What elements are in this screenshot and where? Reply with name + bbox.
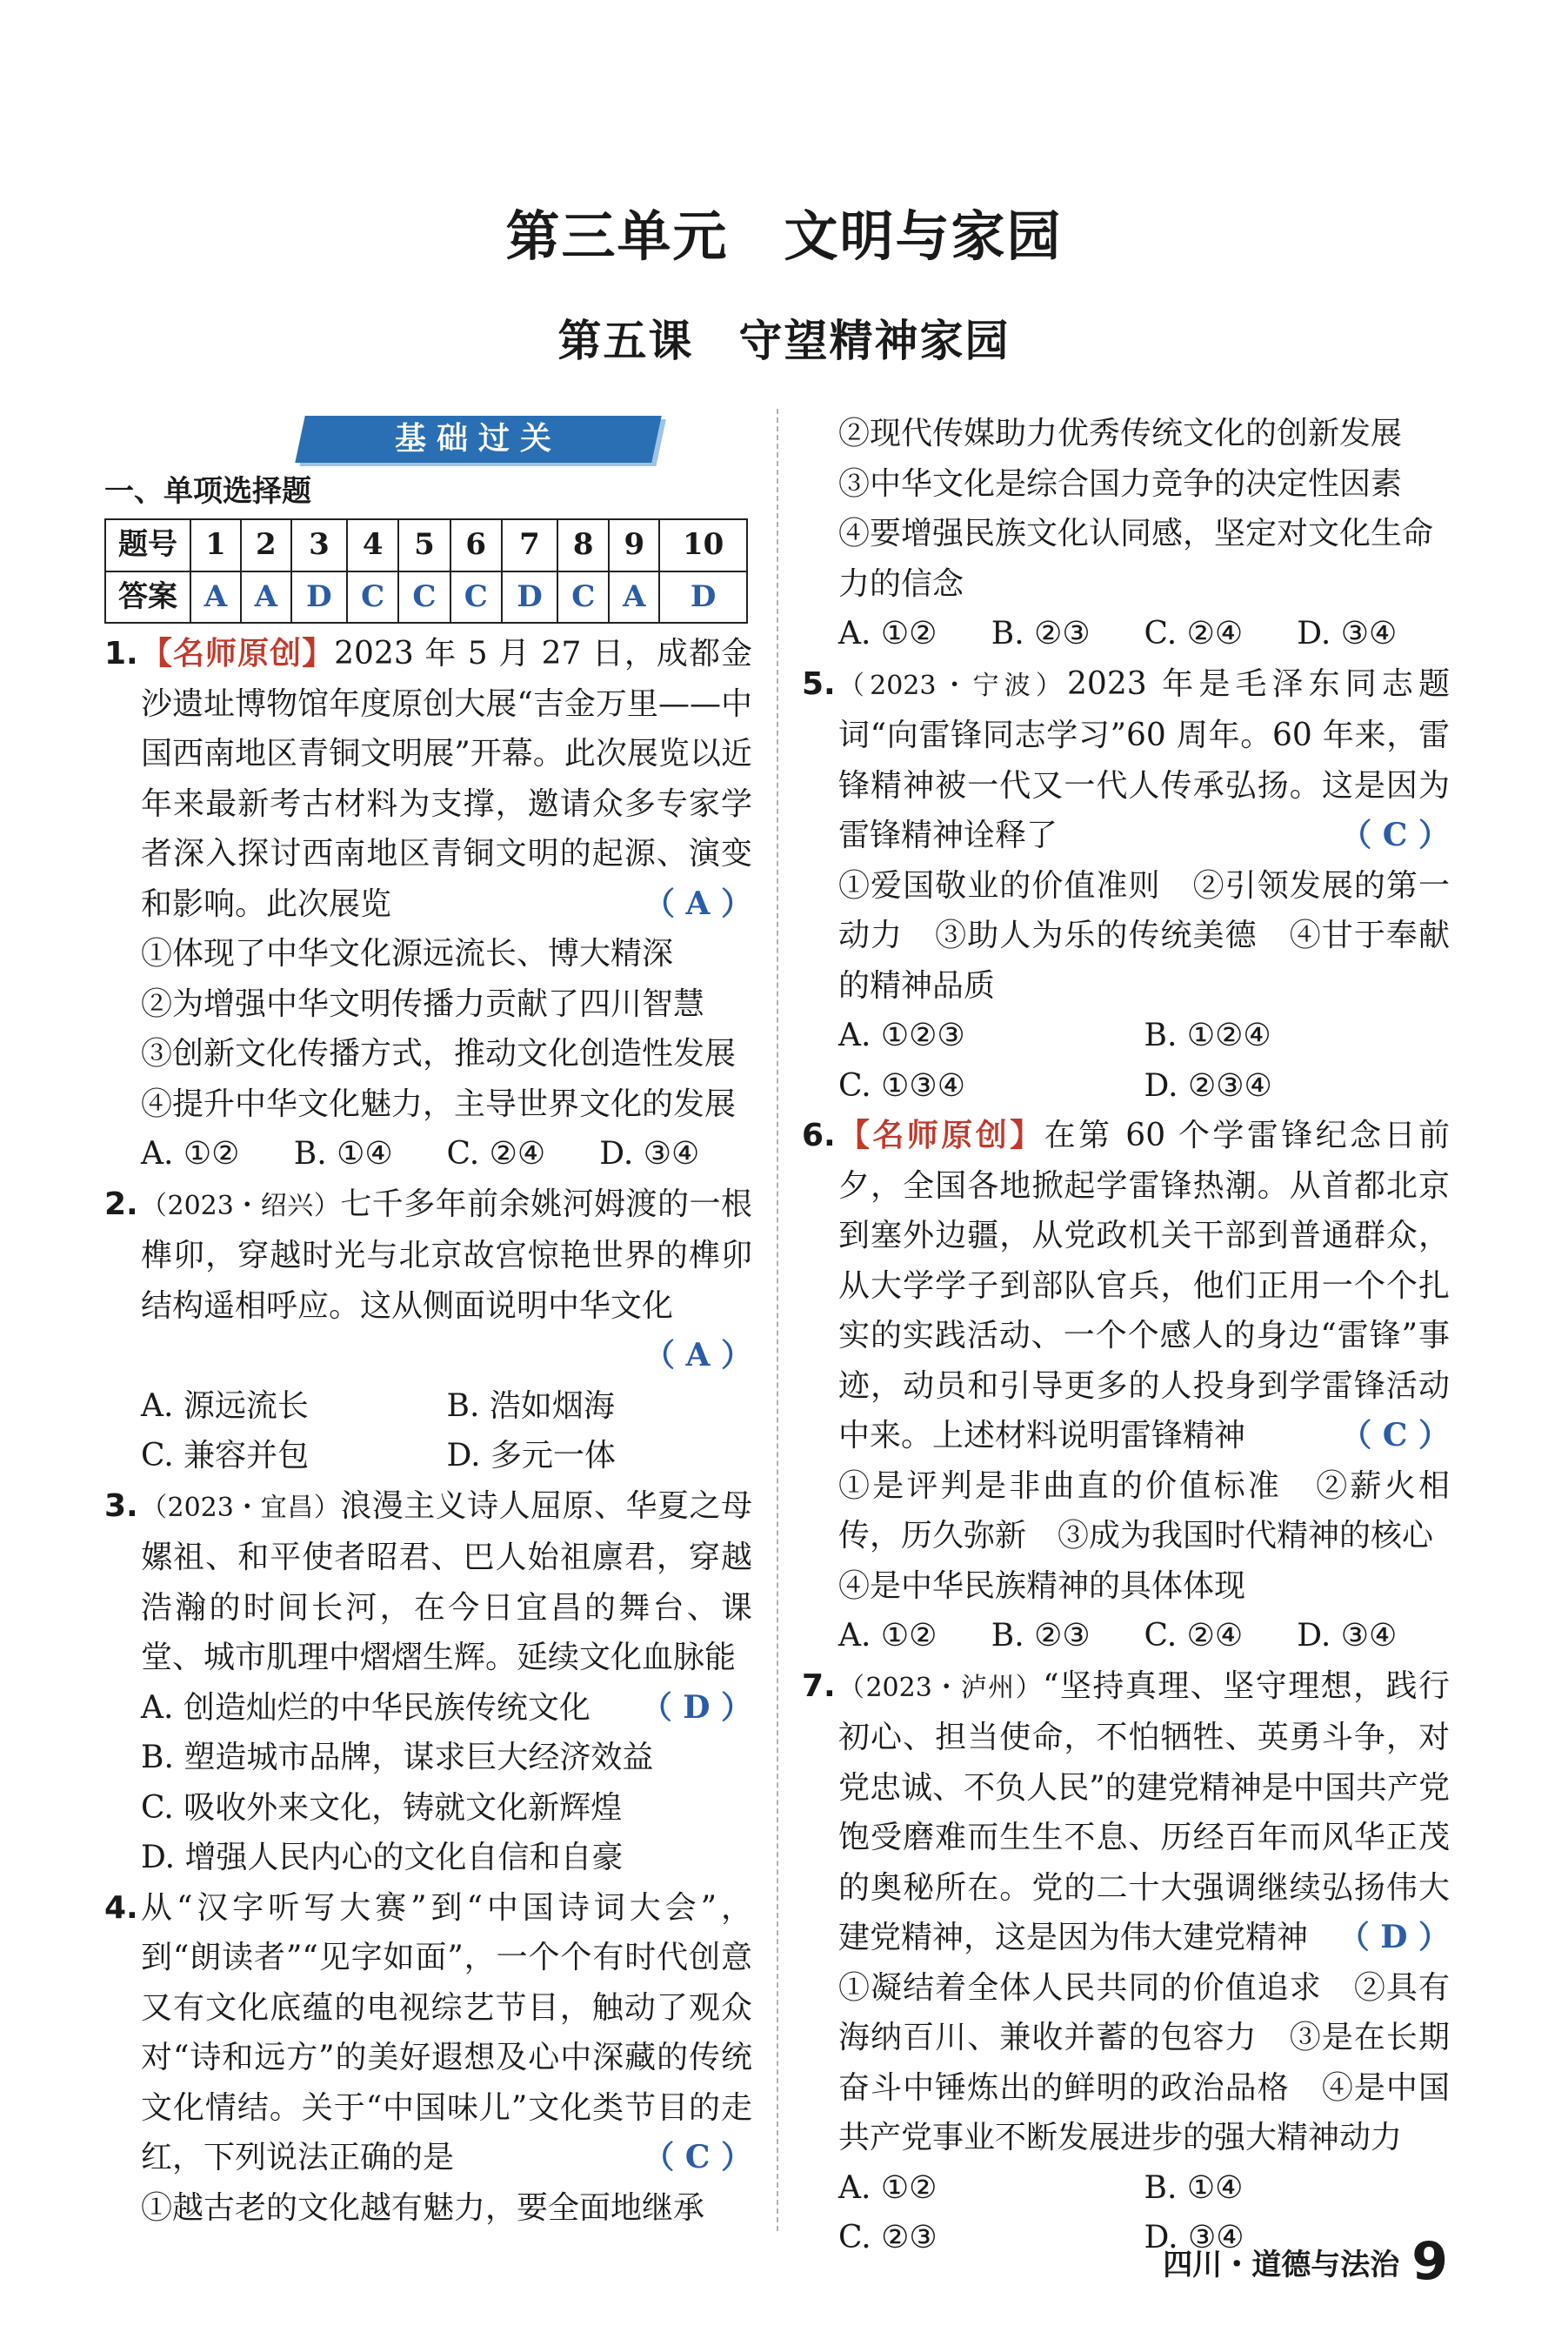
choice-option: D. ③④ <box>1297 1618 1398 1654</box>
question-number-cell: 9 <box>609 519 659 571</box>
answer-table-row-label: 答案 <box>105 571 190 624</box>
right-column <box>802 409 1450 2263</box>
choice-row <box>802 1611 1450 1661</box>
choice-option: B. ①④ <box>293 1136 393 1172</box>
statement-items: ①凝结着全体人民共同的价值追求 ②具有海纳百川、兼收并蓄的包容力 ③是在长期奋斗中锤炼出的鲜明的政治品格 ④是中国共产党事业不断发展进步的强大精神动力 <box>838 1969 1450 2155</box>
choice-option: B. ①④ <box>1144 2169 1244 2206</box>
choice-option: D. 多元一体 <box>446 1438 616 1473</box>
choice-option: C. ②④ <box>446 1136 546 1172</box>
choice-row <box>802 609 1450 659</box>
question-source: 【名师原创】 <box>141 636 335 672</box>
choice-row <box>802 1011 1450 1111</box>
choice-row <box>104 1381 752 1481</box>
question-stem: “坚持真理、坚守理想，践行初心、担当使命，不怕牺牲、英勇斗争，对党忠诚、不负人民”的建党精神是中国共产党饱受磨难而生生不息、历经百年而风华正茂的奥秘所在。党的二十大强调继续弘扬伟大建党精神，这是因为伟大建党精神 <box>838 1667 1450 1955</box>
question-answer: （ D ） <box>1338 1919 1450 1955</box>
question-number-cell: 2 <box>241 519 291 571</box>
answer-table <box>104 518 748 624</box>
section-heading: 一、单项选择题 <box>104 474 311 509</box>
choice-option: C. ②④ <box>1144 616 1244 651</box>
unit-title: 第三单元 文明与家园 <box>505 204 1063 268</box>
question-answer: （ C ） <box>1340 1417 1450 1453</box>
choice-option: D. 增强人民内心的文化自信和自豪 <box>141 1840 624 1875</box>
choice-option: C. 吸收外来文化，铸就文化新辉煌 <box>141 1789 623 1826</box>
choice-option: A. ①②③ <box>838 1018 965 1053</box>
statement-items: ①是评判是非曲直的价值标准 ②薪火相传，历久弥新 ③成为我国时代精神的核心 <box>838 1467 1450 1554</box>
question-number: 2. <box>104 1186 138 1222</box>
question-6 <box>802 1111 1450 1461</box>
question-answer: （ A ） <box>644 885 752 922</box>
question-source: （2023・泸州） <box>838 1672 1044 1703</box>
question-stem: 2023 年 5 月 27 日，成都金沙遗址博物馆年度原创大展“吉金万里——中国西南地区青铜文明展”开幕。此次展览以近年来最新考古材料为支撑，邀请众多专家学者深入探讨西南地区青铜文明的起源、演变和影响。此次展览 <box>141 636 752 922</box>
statement-item: ④提升中华文化魅力，主导世界文化的发展 <box>141 1086 737 1122</box>
answer-table-row-label: 题号 <box>105 519 190 571</box>
choice-option: A. ①② <box>838 1618 937 1654</box>
question-answer: （ D ） <box>640 1688 752 1726</box>
choice-option: C. ②③ <box>838 2220 937 2255</box>
question-number: 1. <box>104 636 138 672</box>
question-stem: 浪漫主义诗人屈原、华夏之母嫘祖、和平使者昭君、巴人始祖廪君，穿越浩瀚的时间长河，在今日宜昌的舞台、课堂、城市肌理中熠熠生辉。延续文化血脉能 <box>141 1487 752 1675</box>
question-number-cell: 4 <box>347 519 398 571</box>
statement-items: ①爱国敬业的价值准则 ②引领发展的第一动力 ③助人为乐的传统美德 ④甘于奉献的精神品质 <box>838 867 1450 1004</box>
question-number-cell: 3 <box>291 519 347 571</box>
question-2 <box>104 1179 752 1381</box>
banner-label: 基础过关 <box>394 421 562 457</box>
page-footer <box>1163 2231 1448 2292</box>
choice-row <box>104 1129 752 1179</box>
choice-option: C. 兼容并包 <box>141 1438 310 1473</box>
choice-option: D. ②③④ <box>1144 1067 1272 1104</box>
statement-item: ②现代传媒助力优秀传统文化的创新发展 <box>838 416 1403 451</box>
question-number-cell: 1 <box>190 519 241 571</box>
answer-cell: D <box>291 571 347 624</box>
question-number-cell: 5 <box>398 519 450 571</box>
question-5 <box>802 659 1450 861</box>
answer-table-answer-row <box>105 571 747 624</box>
choice-option: C. ②④ <box>1144 1618 1244 1654</box>
question-answer: （ A ） <box>644 1337 752 1373</box>
statement-item: ②为增强中华文明传播力贡献了四川智慧 <box>141 986 705 1022</box>
answer-cell: A <box>241 571 291 624</box>
question-number: 7. <box>802 1667 836 1704</box>
choice-option: B. 塑造城市品牌，谋求巨大经济效益 <box>141 1740 654 1775</box>
choice-option: A. ①② <box>141 1136 240 1172</box>
left-column <box>104 409 752 2233</box>
answer-cell: D <box>502 571 557 624</box>
answer-cell: A <box>609 571 659 624</box>
question-number-cell: 7 <box>502 519 557 571</box>
question-source: 【名师原创】 <box>838 1118 1044 1153</box>
choice-option: B. ①②④ <box>1144 1018 1271 1053</box>
question-stem: 2023 年是毛泽东同志题词“向雷锋同志学习”60 周年。60 年来，雷锋精神被一代又一代人传承弘扬。这是因为雷锋精神诠释了 <box>838 665 1450 853</box>
answer-cell: C <box>450 571 502 624</box>
statement-item: ①越古老的文化越有魅力，要全面地继承 <box>141 2189 705 2226</box>
answer-cell: D <box>659 571 747 624</box>
statement-item: ①体现了中华文化源远流长、博大精深 <box>141 936 674 972</box>
answer-table-number-row <box>105 519 747 571</box>
choice-option: C. ①③④ <box>838 1067 965 1104</box>
choice-option: A. ①② <box>838 616 937 651</box>
section-banner <box>104 409 752 470</box>
question-number-cell: 6 <box>450 519 502 571</box>
question-number-cell: 10 <box>659 519 747 571</box>
question-answer: （ C ） <box>1340 817 1450 853</box>
question-answer: （ C ） <box>643 2139 752 2175</box>
footer-label: 四川・道德与法治 <box>1163 2247 1400 2282</box>
question-number-cell: 8 <box>557 519 609 571</box>
question-stem: 七千多年前余姚河姆渡的一根榫卯，穿越时光与北京故宫惊艳世界的榫卯结构遥相呼应。这从侧面说明中华文化 <box>141 1186 752 1324</box>
answer-cell: C <box>347 571 398 624</box>
answer-cell: A <box>190 571 241 624</box>
choice-option: D. ③④ <box>599 1136 700 1172</box>
choice-option: A. 源远流长 <box>141 1387 309 1424</box>
question-source: （2023・宁波） <box>838 670 1068 701</box>
choice-option: B. 浩如烟海 <box>446 1387 615 1424</box>
question-source: （2023・绍兴） <box>141 1190 341 1221</box>
question-1 <box>104 629 752 929</box>
question-number: 6. <box>802 1118 836 1153</box>
choice-option: B. ②③ <box>991 1618 1091 1654</box>
statement-item: ③中华文化是综合国力竞争的决定性因素 <box>838 465 1403 502</box>
choice-option: D. ③④ <box>1297 616 1398 651</box>
statement-item: ④是中华民族精神的具体体现 <box>838 1567 1246 1604</box>
lesson-title: 第五课 守望精神家园 <box>557 316 1011 366</box>
answer-cell: C <box>398 571 450 624</box>
question-number: 3. <box>104 1487 138 1524</box>
choice-option: B. ②③ <box>991 616 1091 651</box>
statement-item: ③创新文化传播方式，推动文化创造性发展 <box>141 1036 737 1072</box>
question-number: 4. <box>104 1889 138 1926</box>
question-7 <box>802 1661 1450 1963</box>
question-number: 5. <box>802 665 836 702</box>
statement-item: ④要增强民族文化认同感，坚定对文化生命力的信念 <box>838 516 1434 602</box>
question-stem: 从“汉字听写大赛”到“中国诗词大会”，到“朗读者”“见字如面”，一个个有时代创意又有文化底蕴的电视综艺节目，触动了观众对“诗和远方”的美好遐想及心中深藏的传统文化情结。关于“中国味儿”文化类节目的走红，下列说法正确的是 <box>141 1889 752 2175</box>
choice-option: A. ①② <box>838 2169 937 2206</box>
question-source: （2023・宜昌） <box>141 1492 341 1523</box>
column-divider <box>777 409 778 2231</box>
page-number: 9 <box>1411 2231 1448 2292</box>
choice-option: D. ③④ <box>1144 2220 1244 2255</box>
question-stem: 在第 60 个学雷锋纪念日前夕，全国各地掀起学雷锋热潮。从首都北京到塞外边疆，从党政机关干部到普通群众，从大学学子到部队官兵，他们正用一个个扎实的实践活动、一个个感人的身边“雷锋”事迹，动员和引导更多的人投身到学雷锋活动中来。上述材料说明雷锋精神 <box>838 1118 1450 1453</box>
question-4 <box>104 1883 752 2183</box>
choice-option: A. 创造灿烂的中华民族传统文化 <box>141 1689 591 1726</box>
answer-cell: C <box>557 571 609 624</box>
